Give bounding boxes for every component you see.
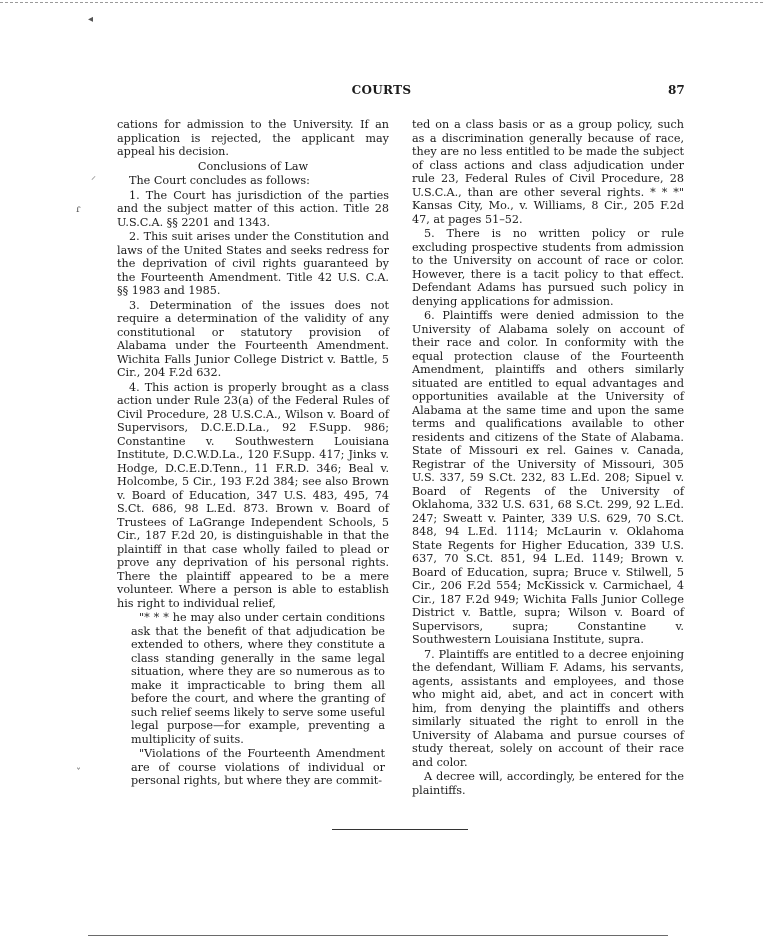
paragraph: 1. The Court has jurisdiction of the parties and the subject matter of this action. Title 28 U.S.C.A. §§ 2201 and 1343.: [117, 188, 389, 229]
right-column: [412, 118, 684, 798]
end-rule: [332, 829, 468, 830]
paragraph: 7. Plaintiffs are entitled to a decree enjoining the defendant, William F. Adams, his servants, agents, assistants and employees, and those who might aid, abet, and act in concert with him, from denying the plaintiffs and others similarly situated the right to enroll in the University of Alabama and pursue courses of study thereat, solely on account of their race and color.: [412, 647, 684, 769]
running-header-title: COURTS: [351, 83, 412, 97]
bottom-rule: [88, 935, 668, 936]
scan-mark: ◂: [88, 14, 94, 25]
paragraph: cations for admission to the University. If an application is rejected, the applicant may appeal his decision.: [117, 118, 389, 158]
scan-mark: ˇ: [76, 768, 81, 779]
scan-mark: ɾ: [76, 204, 81, 215]
block-quote: "Violations of the Fourteenth Amendment are of course violations of individual or personal rights, but where they are commit-: [131, 747, 385, 787]
paragraph: 3. Determination of the issues does not require a determination of the validity of any constitutional or statutory provision of Alabama under the Fourteenth Amendment. Wichita Falls Junior College District v. Battle, 5 Cir., 204 F.2d 632.: [117, 298, 389, 379]
page-number: 87: [668, 83, 685, 97]
paragraph: 5. There is no written policy or rule excluding prospective students from admission to the University on account of race or color. However, there is a tacit policy to that effect. Defendant Adams has pursued such policy in denying applications for admission.: [412, 227, 684, 308]
top-dashed-border: [0, 2, 763, 3]
paragraph: The Court concludes as follows:: [129, 174, 310, 187]
section-heading: Conclusions of Law: [197, 159, 309, 173]
block-quote: "* * * he may also under certain conditions ask that the benefit of that adjudication be extended to others, where they constitute a class standing generally in the same legal situation, where they are so numerous as to make it impracticable to bring them all before the court, and where the granting of such relief seems likely to serve some useful legal purpose—for example, preventing a multiplicity of suits.: [131, 611, 385, 746]
scan-mark: ⸝: [91, 171, 96, 182]
paragraph: 2. This suit arises under the Constitution and laws of the United States and seeks redress for the deprivation of civil rights guaranteed by the Fourteenth Amendment. Title 42 U.S. C.A. §§ 1983 and 1985.: [117, 230, 389, 297]
paragraph: 4. This action is properly brought as a class action under Rule 23(a) of the Federal Rules of Civil Procedure, 28 U.S.C.A., Wilson v. Board of Supervisors, D.C.E.D.La., 92 F.Supp. 986; Constantine v. Southwestern Louisiana Institute, D.C.W.D.La., 120 F.Supp. 417; Jinks v. Hodge, D.C.E.D.Tenn., 11 F.R.D. 346; Beal v. Holcombe, 5 Cir., 193 F.2d 384; see also Brown v. Board of Education, 347 U.S. 483, 495, 74 S.Ct. 686, 98 L.Ed. 873. Brown v. Board of Trustees of LaGrange Independent Schools, 5 Cir., 187 F.2d 20, is distinguishable in that the plaintiff in that case wholly failed to plead or prove any deprivation of his personal rights. There the plaintiff appeared to be a mere volunteer. Where a person is able to establish his right to individual relief,: [117, 380, 389, 610]
paragraph: A decree will, accordingly, be entered for the plaintiffs.: [412, 770, 684, 797]
left-column: [117, 118, 389, 789]
block-quote-continued: ted on a class basis or as a group policy, such as a discrimination generally because of race, they are no less entitled to be made the subject of class actions and class adjudication under rule 23, Federal Rules of Civil Procedure, 28 U.S.C.A., than are other several rights. * * *" Kansas City, Mo., v. Williams, 8 Cir., 205 F.2d 47, at pages 51–52.: [412, 118, 684, 226]
paragraph: 6. Plaintiffs were denied admission to the University of Alabama solely on account of their race and color. In conformity with the equal protection clause of the Fourteenth Amendment, plaintiffs and others similarly situated are entitled to equal advantages and opportunities available at the University of Alabama at the same time and upon the same terms and qualifications available to other residents and citizens of the State of Alabama. State of Missouri ex rel. Gaines v. Canada, Registrar of the University of Missouri, 305 U.S. 337, 59 S.Ct. 232, 83 L.Ed. 208; Sipuel v. Board of Regents of the University of Oklahoma, 332 U.S. 631, 68 S.Ct. 299, 92 L.Ed. 247; Sweatt v. Painter, 339 U.S. 629, 70 S.Ct. 848, 94 L.Ed. 1114; McLaurin v. Oklahoma State Regents for Higher Education, 339 U.S. 637, 70 S.Ct. 851, 94 L.Ed. 1149; Brown v. Board of Education, supra; Bruce v. Stilwell, 5 Cir., 206 F.2d 554; McKissick v. Carmichael, 4 Cir., 187 F.2d 949; Wichita Falls Junior College District v. Battle, supra; Wilson v. Board of Supervisors, supra; Constantine v. Southwestern Louisiana Institute, supra.: [412, 309, 684, 646]
